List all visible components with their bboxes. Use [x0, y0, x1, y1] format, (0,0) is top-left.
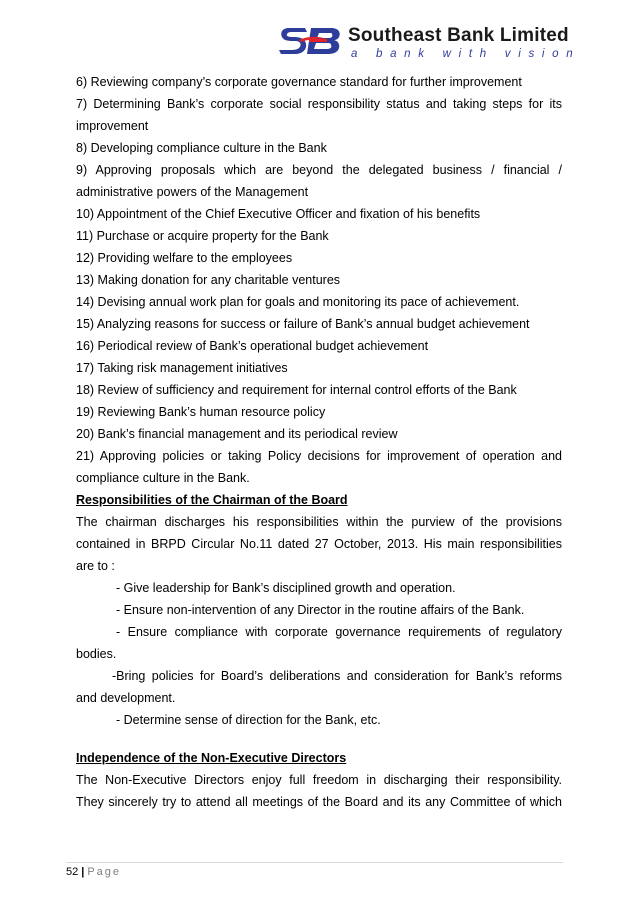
list-item: 12) Providing welfare to the employees — [76, 251, 293, 265]
spacer — [76, 731, 562, 747]
footer-divider — [66, 862, 563, 863]
paragraph-line: are to : — [76, 559, 115, 573]
page-label: Page — [87, 866, 122, 878]
section-heading-independence: Independence of the Non-Executive Directors — [76, 751, 347, 765]
list-item: 11) Purchase or acquire property for the Bank — [76, 229, 329, 243]
list-item: 8) Developing compliance culture in the Bank — [76, 141, 327, 155]
page-number: 52 — [66, 866, 79, 878]
paragraph-line: The Non-Executive Directors enjoy full freedom in discharging their responsibility. — [76, 773, 562, 787]
document-body — [76, 71, 562, 813]
bullet-point: - Ensure compliance with corporate governance requirements of regulatory — [116, 625, 562, 639]
bullet-point-continuation: and development. — [76, 691, 176, 705]
list-item: 20) Bank’s financial management and its periodical review — [76, 427, 398, 441]
list-item: 13) Making donation for any charitable ventures — [76, 273, 341, 287]
paragraph-line: They sincerely try to attend all meetings of the Board and its any Committee of which — [76, 795, 562, 809]
list-item: 15) Analyzing reasons for success or failure of Bank’s annual budget achievement — [76, 317, 530, 331]
list-item: administrative powers of the Management — [76, 185, 309, 199]
list-item: compliance culture in the Bank. — [76, 471, 250, 485]
list-item: 17) Taking risk management initiatives — [76, 361, 288, 375]
paragraph-line: contained in BRPD Circular No.11 dated 27 October, 2013. His main responsibilities — [76, 537, 562, 551]
list-item: 21) Approving policies or taking Policy decisions for improvement of operation and — [76, 449, 562, 463]
list-item: improvement — [76, 119, 149, 133]
footer-separator: | — [81, 866, 85, 878]
list-item: 18) Review of sufficiency and requirement for internal control efforts of the Bank — [76, 383, 517, 397]
bank-logo — [277, 22, 633, 62]
list-item: 10) Appointment of the Chief Executive Officer and fixation of his benefits — [76, 207, 481, 221]
list-item: 9) Approving proposals which are beyond the delegated business / financial / — [76, 163, 562, 177]
sb-logo-icon — [277, 24, 345, 58]
paragraph-line: The chairman discharges his responsibilities within the purview of the provisions — [76, 515, 562, 529]
bullet-point: -Bring policies for Board’s deliberations and consideration for Bank’s reforms — [112, 669, 562, 683]
bullet-point: - Determine sense of direction for the Bank, etc. — [116, 713, 381, 727]
bank-tagline: a bank with vision — [351, 48, 581, 60]
bank-name: Southeast Bank Limited — [348, 25, 569, 46]
list-item: 14) Devising annual work plan for goals and monitoring its pace of achievement. — [76, 295, 520, 309]
section-heading-chairman: Responsibilities of the Chairman of the Board — [76, 493, 348, 507]
list-item: 16) Periodical review of Bank’s operational budget achievement — [76, 339, 429, 353]
bullet-point: - Ensure non-intervention of any Director in the routine affairs of the Bank. — [116, 603, 525, 617]
bullet-point-continuation: bodies. — [76, 647, 117, 661]
bullet-point: - Give leadership for Bank’s disciplined growth and operation. — [116, 581, 456, 595]
page-footer — [66, 866, 121, 878]
list-item: 7) Determining Bank’s corporate social responsibility status and taking steps for its — [76, 97, 562, 111]
list-item: 6) Reviewing company’s corporate governance standard for further improvement — [76, 75, 522, 89]
list-item: 19) Reviewing Bank’s human resource policy — [76, 405, 326, 419]
